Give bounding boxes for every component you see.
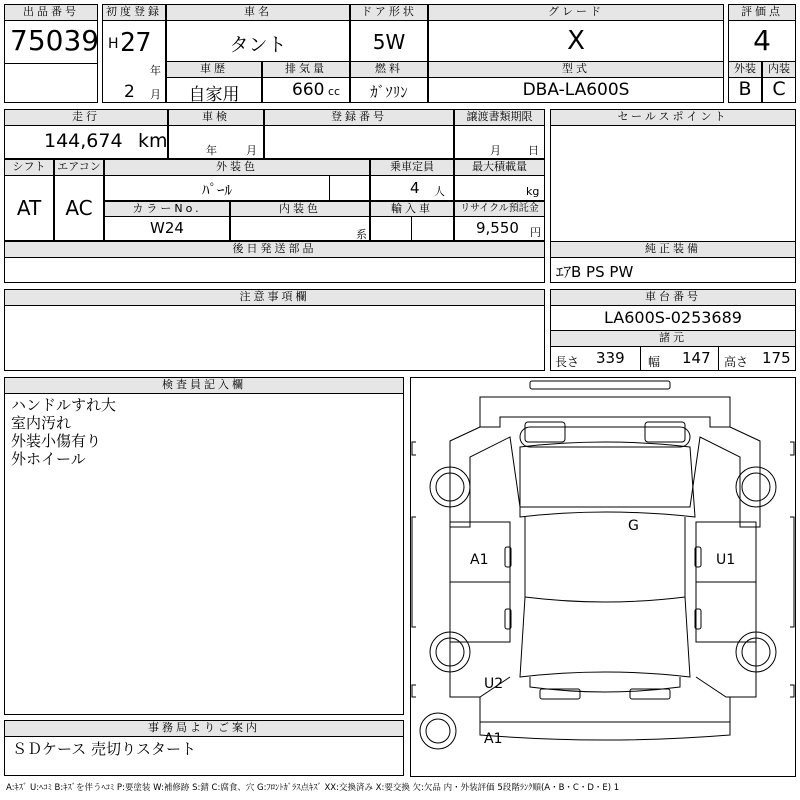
cautions-label: 注意事項欄 — [4, 289, 545, 306]
max-load-unit: kg — [526, 185, 540, 198]
lot-label: 出品番号 — [4, 4, 98, 21]
capacity-unit: 人 — [434, 185, 445, 198]
first-reg-era: H — [108, 36, 119, 52]
specs-cell — [550, 346, 796, 371]
transfer-doc-month-unit: 月 — [490, 144, 501, 157]
cautions-area — [4, 305, 545, 371]
recycle-unit: 円 — [530, 226, 541, 239]
exterior-grade-label: 外装 — [728, 61, 762, 78]
specs-label: 諸元 — [550, 330, 796, 347]
diagram-mark-a1-left: A1 — [470, 552, 489, 568]
damage-legend: A:ｷｽﾞ U:ﾍｺﾐ B:ｷｽﾞを伴うﾍｺﾐ P:要塗装 W:補修跡 S:錆 C:腐食、穴 G:ﾌﾛﾝﾄｶﾞﾗｽ点ｷｽﾞ XX:交換済み X:要交換 欠:欠品 内・外装評価 5段階ﾗﾝｸ順(A・B・C・D・E) 1 — [6, 783, 620, 793]
reg-number-cell — [264, 125, 454, 159]
model-value: DBA-LA600S — [522, 80, 630, 100]
grade-label: グレード — [428, 4, 724, 21]
inspection-label: 車検 — [168, 109, 264, 126]
interior-color-cell — [230, 216, 370, 241]
diagram-mark-u2: U2 — [484, 676, 504, 692]
inspector-notes-area — [4, 393, 404, 715]
displacement-label: 排気量 — [262, 61, 350, 78]
chassis-value: LA600S-0253689 — [604, 308, 742, 327]
grade-value: X — [567, 26, 585, 56]
first-reg-year: 27 — [120, 28, 152, 58]
exterior-color-value: ﾊﾟｰﾙ — [201, 181, 232, 199]
mileage-unit: km — [138, 130, 168, 152]
first-reg-label: 初度登録 — [102, 4, 166, 21]
specs-height-label: 高さ — [724, 355, 749, 369]
aircon-value: AC — [65, 196, 93, 220]
import-label: 輸入車 — [370, 201, 454, 217]
specs-height: 175 — [762, 349, 791, 367]
equipment-value: ｴｱB PS PW — [556, 263, 634, 281]
import-cell-2 — [411, 216, 454, 241]
lot-number: 75039 — [10, 24, 100, 57]
office-label: 事務局よりご案内 — [4, 720, 404, 737]
diagram-mark-g: G — [628, 518, 639, 534]
color-no-label: カラーNo. — [104, 201, 230, 217]
interior-color-unit: 系 — [356, 228, 367, 241]
recycle-label: リサイクル預託金 — [454, 201, 545, 217]
fuel-label: 燃料 — [350, 61, 428, 78]
color-no-value: W24 — [150, 219, 184, 237]
car-diagram — [410, 377, 796, 777]
car-name: タント — [229, 34, 287, 56]
interior-color-label: 内装色 — [230, 201, 370, 217]
interior-grade-value: C — [772, 78, 786, 100]
interior-grade-label: 内装 — [762, 61, 796, 78]
fuel-value: ｶﾞｿﾘﾝ — [370, 83, 408, 101]
door-value: 5W — [372, 30, 406, 54]
diagram-mark-u1-right: U1 — [716, 552, 736, 568]
exterior-color-label: 外装色 — [104, 159, 370, 176]
specs-length-label: 長さ — [555, 355, 580, 369]
score-label: 評価点 — [728, 4, 796, 21]
equipment-label: 純正装備 — [550, 241, 796, 258]
specs-divider-2 — [718, 346, 719, 371]
inspector-note-1: ハンドルすれ大 — [11, 396, 117, 414]
shift-label: シフト — [4, 159, 54, 176]
specs-width-label: 幅 — [648, 355, 661, 369]
specs-divider-1 — [640, 346, 641, 371]
inspector-note-3: 外装小傷有り — [11, 432, 102, 450]
diagram-mark-a1-rear: A1 — [484, 731, 503, 747]
mileage-label: 走行 — [4, 109, 168, 126]
inspection-year-unit: 年 — [206, 144, 217, 157]
max-load-label: 最大積載量 — [454, 159, 545, 176]
capacity-label: 乗車定員 — [370, 159, 454, 176]
history-label: 車歴 — [166, 61, 262, 78]
import-cell — [370, 216, 412, 241]
inspection-month-unit: 月 — [246, 144, 257, 157]
lot-blank — [4, 63, 98, 103]
mileage-value: 144,674 — [44, 130, 123, 152]
displacement-value: 660 — [292, 80, 325, 100]
office-value: ＳＤケース 売切りスタート — [12, 740, 197, 758]
later-parts-label: 後日発送部品 — [4, 241, 545, 258]
reg-number-label: 登録番号 — [264, 109, 454, 126]
chassis-label: 車台番号 — [550, 289, 796, 306]
shift-value: AT — [16, 196, 42, 220]
door-label: ドア形状 — [350, 4, 428, 21]
transfer-doc-label: 譲渡書類期限 — [454, 109, 545, 126]
specs-length: 339 — [596, 349, 625, 367]
car-name-label: 車名 — [166, 4, 350, 21]
sales-points-area — [550, 125, 796, 243]
inspector-note-2: 室内汚れ — [11, 414, 72, 432]
capacity-value: 4 — [410, 179, 420, 197]
later-parts-area — [4, 257, 545, 283]
sales-points-label: セールスポイント — [550, 109, 796, 126]
exterior-grade-value: B — [738, 78, 752, 100]
transfer-doc-day-unit: 日 — [528, 144, 539, 157]
displacement-unit: cc — [328, 85, 341, 98]
first-reg-month: 2 — [124, 82, 135, 102]
first-reg-month-unit: 月 — [150, 88, 161, 101]
model-label: 型式 — [428, 61, 724, 78]
first-reg-year-unit: 年 — [150, 64, 161, 77]
history-value: 自家用 — [188, 85, 240, 105]
inspector-note-4: 外ホイール — [11, 450, 86, 468]
specs-width: 147 — [682, 349, 711, 367]
recycle-value: 9,550 — [476, 219, 519, 237]
exterior-color-cell-2 — [329, 175, 370, 201]
aircon-label: エアコン — [54, 159, 104, 176]
inspector-label: 検査員記入欄 — [4, 377, 404, 394]
score-value: 4 — [753, 24, 771, 57]
